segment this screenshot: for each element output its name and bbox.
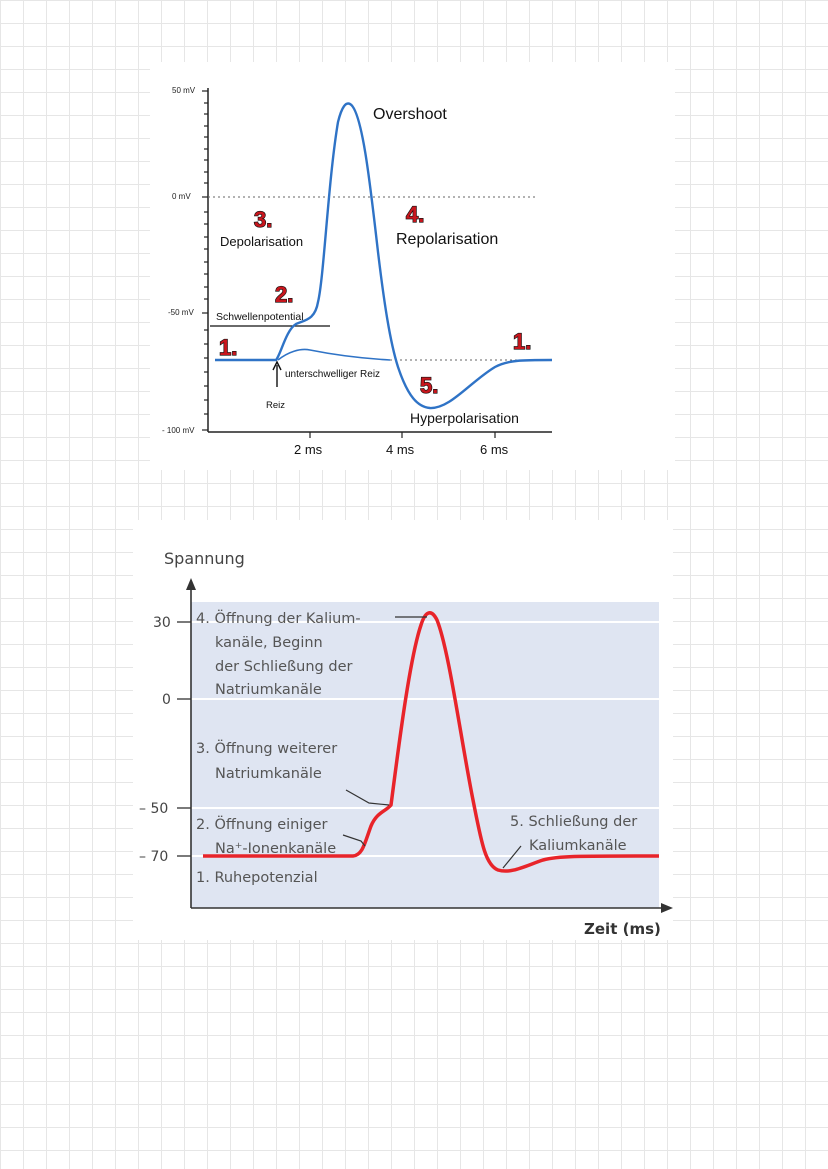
y-label-plus50: 50 mV bbox=[172, 86, 196, 95]
unterschwelliger-reiz-label: unterschwelliger Reiz bbox=[285, 369, 381, 380]
top-diagram-svg bbox=[150, 62, 675, 470]
y-label-minus50: -50 mV bbox=[168, 308, 194, 317]
step5-label-line2: Kaliumkanäle bbox=[529, 838, 627, 854]
step1-label: 1. Ruhepotenzial bbox=[196, 870, 318, 886]
depolarisation-label: Depolarisation bbox=[220, 234, 304, 249]
step2-label-line2: Na⁺-Ionenkanäle bbox=[215, 841, 337, 857]
bottom-y-ticks bbox=[177, 622, 191, 856]
action-potential-diagram-top bbox=[150, 62, 675, 470]
x-axis-title: Zeit (ms) bbox=[584, 920, 661, 938]
step3-label-line1: 3. Öffnung weiterer bbox=[196, 741, 338, 757]
step2-label-line1: 2. Öffnung einiger bbox=[196, 817, 328, 833]
y-label-minus100: - 100 mV bbox=[162, 426, 195, 435]
step-marker-3: 3. bbox=[254, 207, 273, 232]
step5-label-line1: 5. Schließung der bbox=[510, 814, 638, 830]
step4-label-line4: Natriumkanäle bbox=[215, 682, 322, 698]
action-potential-diagram-bottom bbox=[133, 520, 673, 940]
step-marker-4: 4. bbox=[406, 202, 425, 227]
step-marker-5: 5. bbox=[420, 373, 439, 398]
subthreshold-curve bbox=[278, 349, 390, 360]
x-label-2ms: 2 ms bbox=[294, 442, 323, 457]
step3-label-line2: Natriumkanäle bbox=[215, 766, 322, 782]
top-y-ticks bbox=[202, 91, 208, 430]
x-axis-arrow-icon bbox=[661, 903, 673, 913]
step4-label-line3: der Schließung der bbox=[215, 659, 353, 675]
step-marker-1-left: 1. bbox=[219, 335, 238, 360]
step-marker-2: 2. bbox=[275, 282, 294, 307]
top-x-ticks bbox=[310, 432, 495, 438]
step4-label-line1: 4. Öffnung der Kalium- bbox=[196, 611, 361, 627]
y-tick-0: 0 bbox=[162, 692, 171, 708]
action-potential-curve bbox=[215, 104, 552, 409]
y-axis-title: Spannung bbox=[164, 549, 245, 568]
schwellenpotential-label: Schwellenpotential bbox=[216, 311, 304, 323]
reiz-label: Reiz bbox=[266, 400, 286, 411]
y-tick-30: 30 bbox=[153, 615, 171, 631]
y-label-zero: 0 mV bbox=[172, 192, 191, 201]
x-label-4ms: 4 ms bbox=[386, 442, 415, 457]
overshoot-label: Overshoot bbox=[373, 106, 447, 123]
x-label-6ms: 6 ms bbox=[480, 442, 509, 457]
repolarisation-label: Repolarisation bbox=[396, 231, 499, 248]
bottom-diagram-svg bbox=[133, 520, 673, 940]
step4-label-line2: kanäle, Beginn bbox=[215, 635, 323, 651]
y-tick-minus70: – 70 bbox=[139, 849, 169, 865]
y-axis-arrow-icon bbox=[186, 578, 196, 590]
step-marker-1-right: 1. bbox=[513, 329, 532, 354]
y-tick-minus50: – 50 bbox=[139, 801, 169, 817]
hyperpolarisation-label: Hyperpolarisation bbox=[410, 410, 519, 426]
